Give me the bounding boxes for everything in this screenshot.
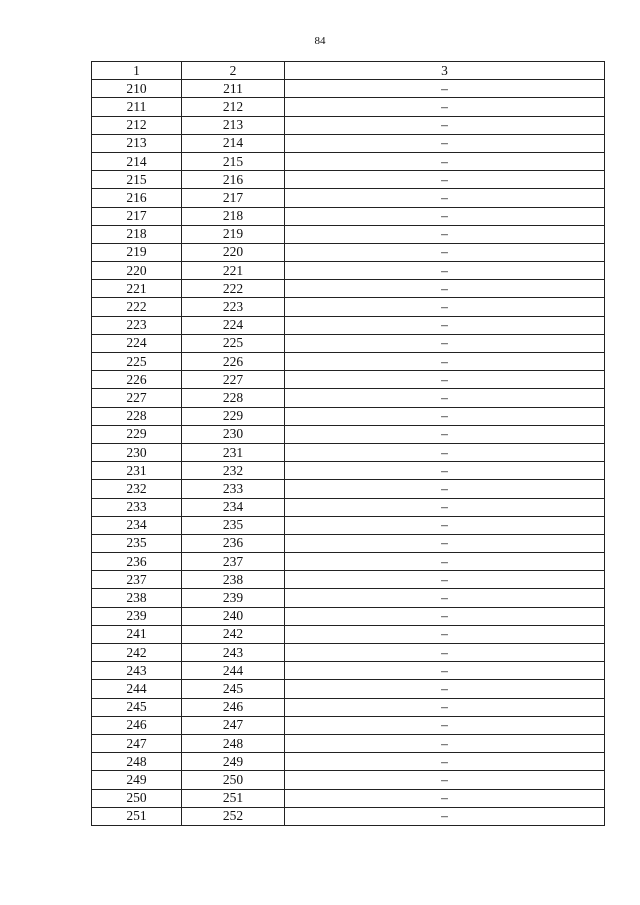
table-cell-col2: 226 — [182, 353, 285, 371]
table-row — [92, 516, 605, 534]
table-cell-col2: 244 — [182, 662, 285, 680]
table-row — [92, 371, 605, 389]
table-cell-col3: – — [285, 443, 605, 461]
table-cell-col1: 243 — [92, 662, 182, 680]
table-row — [92, 262, 605, 280]
page-number: 84 — [314, 35, 326, 47]
table-cell-col2: 235 — [182, 516, 285, 534]
table-row — [92, 134, 605, 152]
table-cell-col3: – — [285, 116, 605, 134]
table-row — [92, 571, 605, 589]
table-cell-col3: – — [285, 425, 605, 443]
table-cell-col2: 225 — [182, 334, 285, 352]
table-cell-col1: 217 — [92, 207, 182, 225]
table-cell-col2: 246 — [182, 698, 285, 716]
table-row — [92, 625, 605, 643]
table-cell-col1: 249 — [92, 771, 182, 789]
table-cell-col3: – — [285, 407, 605, 425]
table-row — [92, 171, 605, 189]
table-row — [92, 316, 605, 334]
table-cell-col2: 217 — [182, 189, 285, 207]
table-cell-col1: 231 — [92, 462, 182, 480]
table-cell-col2: 219 — [182, 225, 285, 243]
table-cell-col1: 214 — [92, 152, 182, 170]
table-cell-col3: – — [285, 171, 605, 189]
table-cell-col3: – — [285, 807, 605, 825]
table-row — [92, 389, 605, 407]
table-cell-col1: 224 — [92, 334, 182, 352]
table-header — [92, 62, 605, 80]
table-cell-col2: 243 — [182, 644, 285, 662]
table-cell-col3: – — [285, 189, 605, 207]
table-row — [92, 225, 605, 243]
table-row — [92, 80, 605, 98]
table-cell-col2: 248 — [182, 734, 285, 752]
table-cell-col2: 232 — [182, 462, 285, 480]
table-row — [92, 334, 605, 352]
table-cell-col3: – — [285, 698, 605, 716]
table-cell-col2: 230 — [182, 425, 285, 443]
table-cell-col1: 226 — [92, 371, 182, 389]
table-cell-col2: 247 — [182, 716, 285, 734]
table-cell-col1: 233 — [92, 498, 182, 516]
table-cell-col1: 221 — [92, 280, 182, 298]
table-cell-col1: 237 — [92, 571, 182, 589]
table-cell-col1: 244 — [92, 680, 182, 698]
table-cell-col1: 236 — [92, 553, 182, 571]
table-cell-col2: 233 — [182, 480, 285, 498]
table-row — [92, 152, 605, 170]
table-row — [92, 807, 605, 825]
table-cell-col1: 220 — [92, 262, 182, 280]
table-cell-col3: – — [285, 98, 605, 116]
table-cell-col1: 250 — [92, 789, 182, 807]
data-table — [91, 61, 605, 826]
table-cell-col3: – — [285, 152, 605, 170]
table-cell-col3: – — [285, 716, 605, 734]
table-row — [92, 680, 605, 698]
table-row — [92, 407, 605, 425]
table-cell-col2: 249 — [182, 753, 285, 771]
table-cell-col3: – — [285, 371, 605, 389]
table-cell-col1: 239 — [92, 607, 182, 625]
table-row — [92, 716, 605, 734]
column-header-3: 3 — [285, 62, 605, 80]
table-cell-col2: 239 — [182, 589, 285, 607]
table-row — [92, 98, 605, 116]
table-cell-col3: – — [285, 262, 605, 280]
table-cell-col3: – — [285, 607, 605, 625]
header-row — [92, 62, 605, 80]
table-cell-col2: 218 — [182, 207, 285, 225]
table-cell-col3: – — [285, 625, 605, 643]
table-row — [92, 443, 605, 461]
table-cell-col3: – — [285, 298, 605, 316]
table-row — [92, 462, 605, 480]
table-cell-col3: – — [285, 225, 605, 243]
table-row — [92, 644, 605, 662]
table-cell-col3: – — [285, 534, 605, 552]
table-cell-col1: 211 — [92, 98, 182, 116]
table-cell-col2: 245 — [182, 680, 285, 698]
table-cell-col1: 215 — [92, 171, 182, 189]
table-cell-col1: 218 — [92, 225, 182, 243]
table-cell-col3: – — [285, 571, 605, 589]
table-cell-col3: – — [285, 644, 605, 662]
table-row — [92, 553, 605, 571]
table-cell-col2: 252 — [182, 807, 285, 825]
table-cell-col3: – — [285, 753, 605, 771]
table-cell-col3: – — [285, 134, 605, 152]
table-row — [92, 498, 605, 516]
table-row — [92, 734, 605, 752]
table-cell-col2: 212 — [182, 98, 285, 116]
table-row — [92, 698, 605, 716]
table-cell-col3: – — [285, 662, 605, 680]
table-cell-col3: – — [285, 334, 605, 352]
table-cell-col2: 222 — [182, 280, 285, 298]
table-cell-col2: 221 — [182, 262, 285, 280]
table-row — [92, 607, 605, 625]
table-row — [92, 425, 605, 443]
table-cell-col2: 227 — [182, 371, 285, 389]
table-row — [92, 280, 605, 298]
table-cell-col1: 225 — [92, 353, 182, 371]
table-row — [92, 353, 605, 371]
table-cell-col3: – — [285, 280, 605, 298]
table-cell-col3: – — [285, 789, 605, 807]
table-row — [92, 789, 605, 807]
table-body — [92, 80, 605, 826]
table-row — [92, 243, 605, 261]
table-cell-col1: 234 — [92, 516, 182, 534]
table-cell-col3: – — [285, 316, 605, 334]
table-cell-col2: 223 — [182, 298, 285, 316]
table-cell-col1: 227 — [92, 389, 182, 407]
table-cell-col2: 211 — [182, 80, 285, 98]
table-cell-col1: 213 — [92, 134, 182, 152]
table-cell-col2: 240 — [182, 607, 285, 625]
table-cell-col1: 251 — [92, 807, 182, 825]
column-header-1: 1 — [92, 62, 182, 80]
table-cell-col2: 242 — [182, 625, 285, 643]
table-cell-col1: 210 — [92, 80, 182, 98]
table-cell-col2: 231 — [182, 443, 285, 461]
table-cell-col3: – — [285, 680, 605, 698]
table-cell-col3: – — [285, 389, 605, 407]
table-row — [92, 116, 605, 134]
table-cell-col1: 242 — [92, 644, 182, 662]
table-cell-col3: – — [285, 553, 605, 571]
table-cell-col2: 213 — [182, 116, 285, 134]
table-cell-col2: 220 — [182, 243, 285, 261]
table-cell-col1: 229 — [92, 425, 182, 443]
table-row — [92, 589, 605, 607]
table-cell-col2: 228 — [182, 389, 285, 407]
table-cell-col1: 241 — [92, 625, 182, 643]
table-cell-col2: 251 — [182, 789, 285, 807]
table-cell-col3: – — [285, 734, 605, 752]
table-cell-col1: 230 — [92, 443, 182, 461]
column-header-2: 2 — [182, 62, 285, 80]
table-row — [92, 753, 605, 771]
table-row — [92, 534, 605, 552]
table-cell-col1: 232 — [92, 480, 182, 498]
table-cell-col3: – — [285, 480, 605, 498]
table-cell-col2: 216 — [182, 171, 285, 189]
table-cell-col1: 228 — [92, 407, 182, 425]
table-cell-col2: 238 — [182, 571, 285, 589]
table-cell-col2: 234 — [182, 498, 285, 516]
table-cell-col3: – — [285, 80, 605, 98]
table-row — [92, 662, 605, 680]
table-cell-col2: 250 — [182, 771, 285, 789]
table-cell-col1: 248 — [92, 753, 182, 771]
table-cell-col3: – — [285, 589, 605, 607]
table-cell-col2: 224 — [182, 316, 285, 334]
table-cell-col2: 214 — [182, 134, 285, 152]
table-cell-col3: – — [285, 498, 605, 516]
table-cell-col1: 247 — [92, 734, 182, 752]
table-cell-col1: 216 — [92, 189, 182, 207]
table-cell-col3: – — [285, 243, 605, 261]
table-cell-col3: – — [285, 462, 605, 480]
table-row — [92, 771, 605, 789]
table-cell-col3: – — [285, 516, 605, 534]
table-cell-col1: 246 — [92, 716, 182, 734]
table-cell-col1: 223 — [92, 316, 182, 334]
table-cell-col1: 235 — [92, 534, 182, 552]
table-cell-col3: – — [285, 353, 605, 371]
table-row — [92, 480, 605, 498]
table-cell-col3: – — [285, 771, 605, 789]
table-cell-col1: 222 — [92, 298, 182, 316]
table-cell-col1: 245 — [92, 698, 182, 716]
table-cell-col2: 229 — [182, 407, 285, 425]
table-row — [92, 189, 605, 207]
table-cell-col2: 237 — [182, 553, 285, 571]
table-row — [92, 298, 605, 316]
table-cell-col3: – — [285, 207, 605, 225]
table-cell-col1: 238 — [92, 589, 182, 607]
table-cell-col1: 212 — [92, 116, 182, 134]
table-cell-col2: 215 — [182, 152, 285, 170]
table-cell-col1: 219 — [92, 243, 182, 261]
table-row — [92, 207, 605, 225]
table-cell-col2: 236 — [182, 534, 285, 552]
